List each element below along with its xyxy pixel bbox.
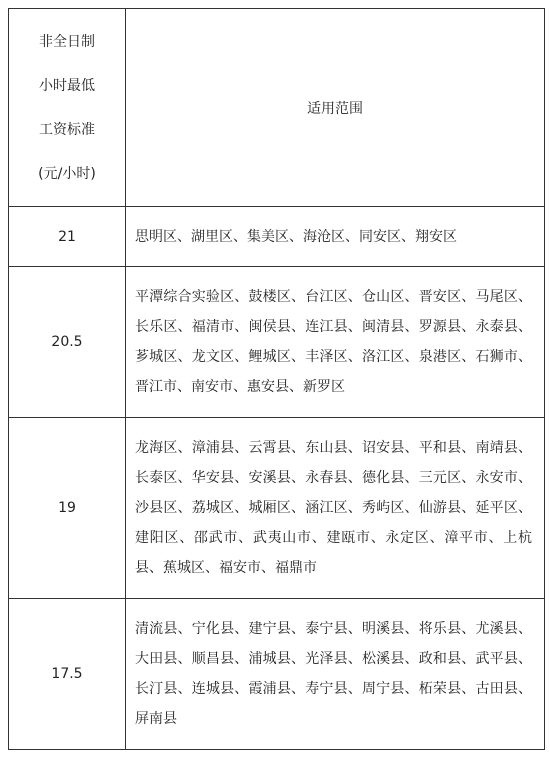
header-rate-line: (元/小时) <box>38 165 96 182</box>
areas-cell: 清流县、宁化县、建宁县、泰宁县、明溪县、将乐县、尤溪县、大田县、顺昌县、浦城县、光泽县、松溪县、政和县、武平县、长汀县、连城县、霞浦县、寿宁县、周宁县、柘荣县、古田县、屏南县 <box>126 599 545 750</box>
header-rate-column <box>9 9 126 207</box>
rate-cell: 19 <box>9 418 126 599</box>
header-rate-line: 工资标准 <box>39 121 95 138</box>
table-row <box>9 418 545 599</box>
table-row <box>9 207 545 267</box>
areas-cell: 思明区、湖里区、集美区、海沧区、同安区、翔安区 <box>126 207 545 267</box>
table-header-row <box>9 9 545 207</box>
header-scope-column: 适用范围 <box>126 9 545 207</box>
rate-cell: 20.5 <box>9 267 126 418</box>
rate-cell: 17.5 <box>9 599 126 750</box>
areas-cell: 龙海区、漳浦县、云霄县、东山县、诏安县、平和县、南靖县、长泰区、华安县、安溪县、永春县、德化县、三元区、永安市、沙县区、荔城区、城厢区、涵江区、秀屿区、仙游县、延平区、建阳区、邵武市、武夷山市、建瓯市、永定区、漳平市、上杭县、蕉城区、福安市、福鼎市 <box>126 418 545 599</box>
header-rate-line: 小时最低 <box>39 77 95 94</box>
table-row <box>9 599 545 750</box>
table-row <box>9 267 545 418</box>
minimum-wage-table <box>8 8 545 750</box>
header-rate-line: 非全日制 <box>39 33 95 50</box>
rate-cell: 21 <box>9 207 126 267</box>
areas-cell: 平潭综合实验区、鼓楼区、台江区、仓山区、晋安区、马尾区、长乐区、福清市、闽侯县、连江县、闽清县、罗源县、永泰县、芗城区、龙文区、鲤城区、丰泽区、洛江区、泉港区、石狮市、晋江市、南安市、惠安县、新罗区 <box>126 267 545 418</box>
